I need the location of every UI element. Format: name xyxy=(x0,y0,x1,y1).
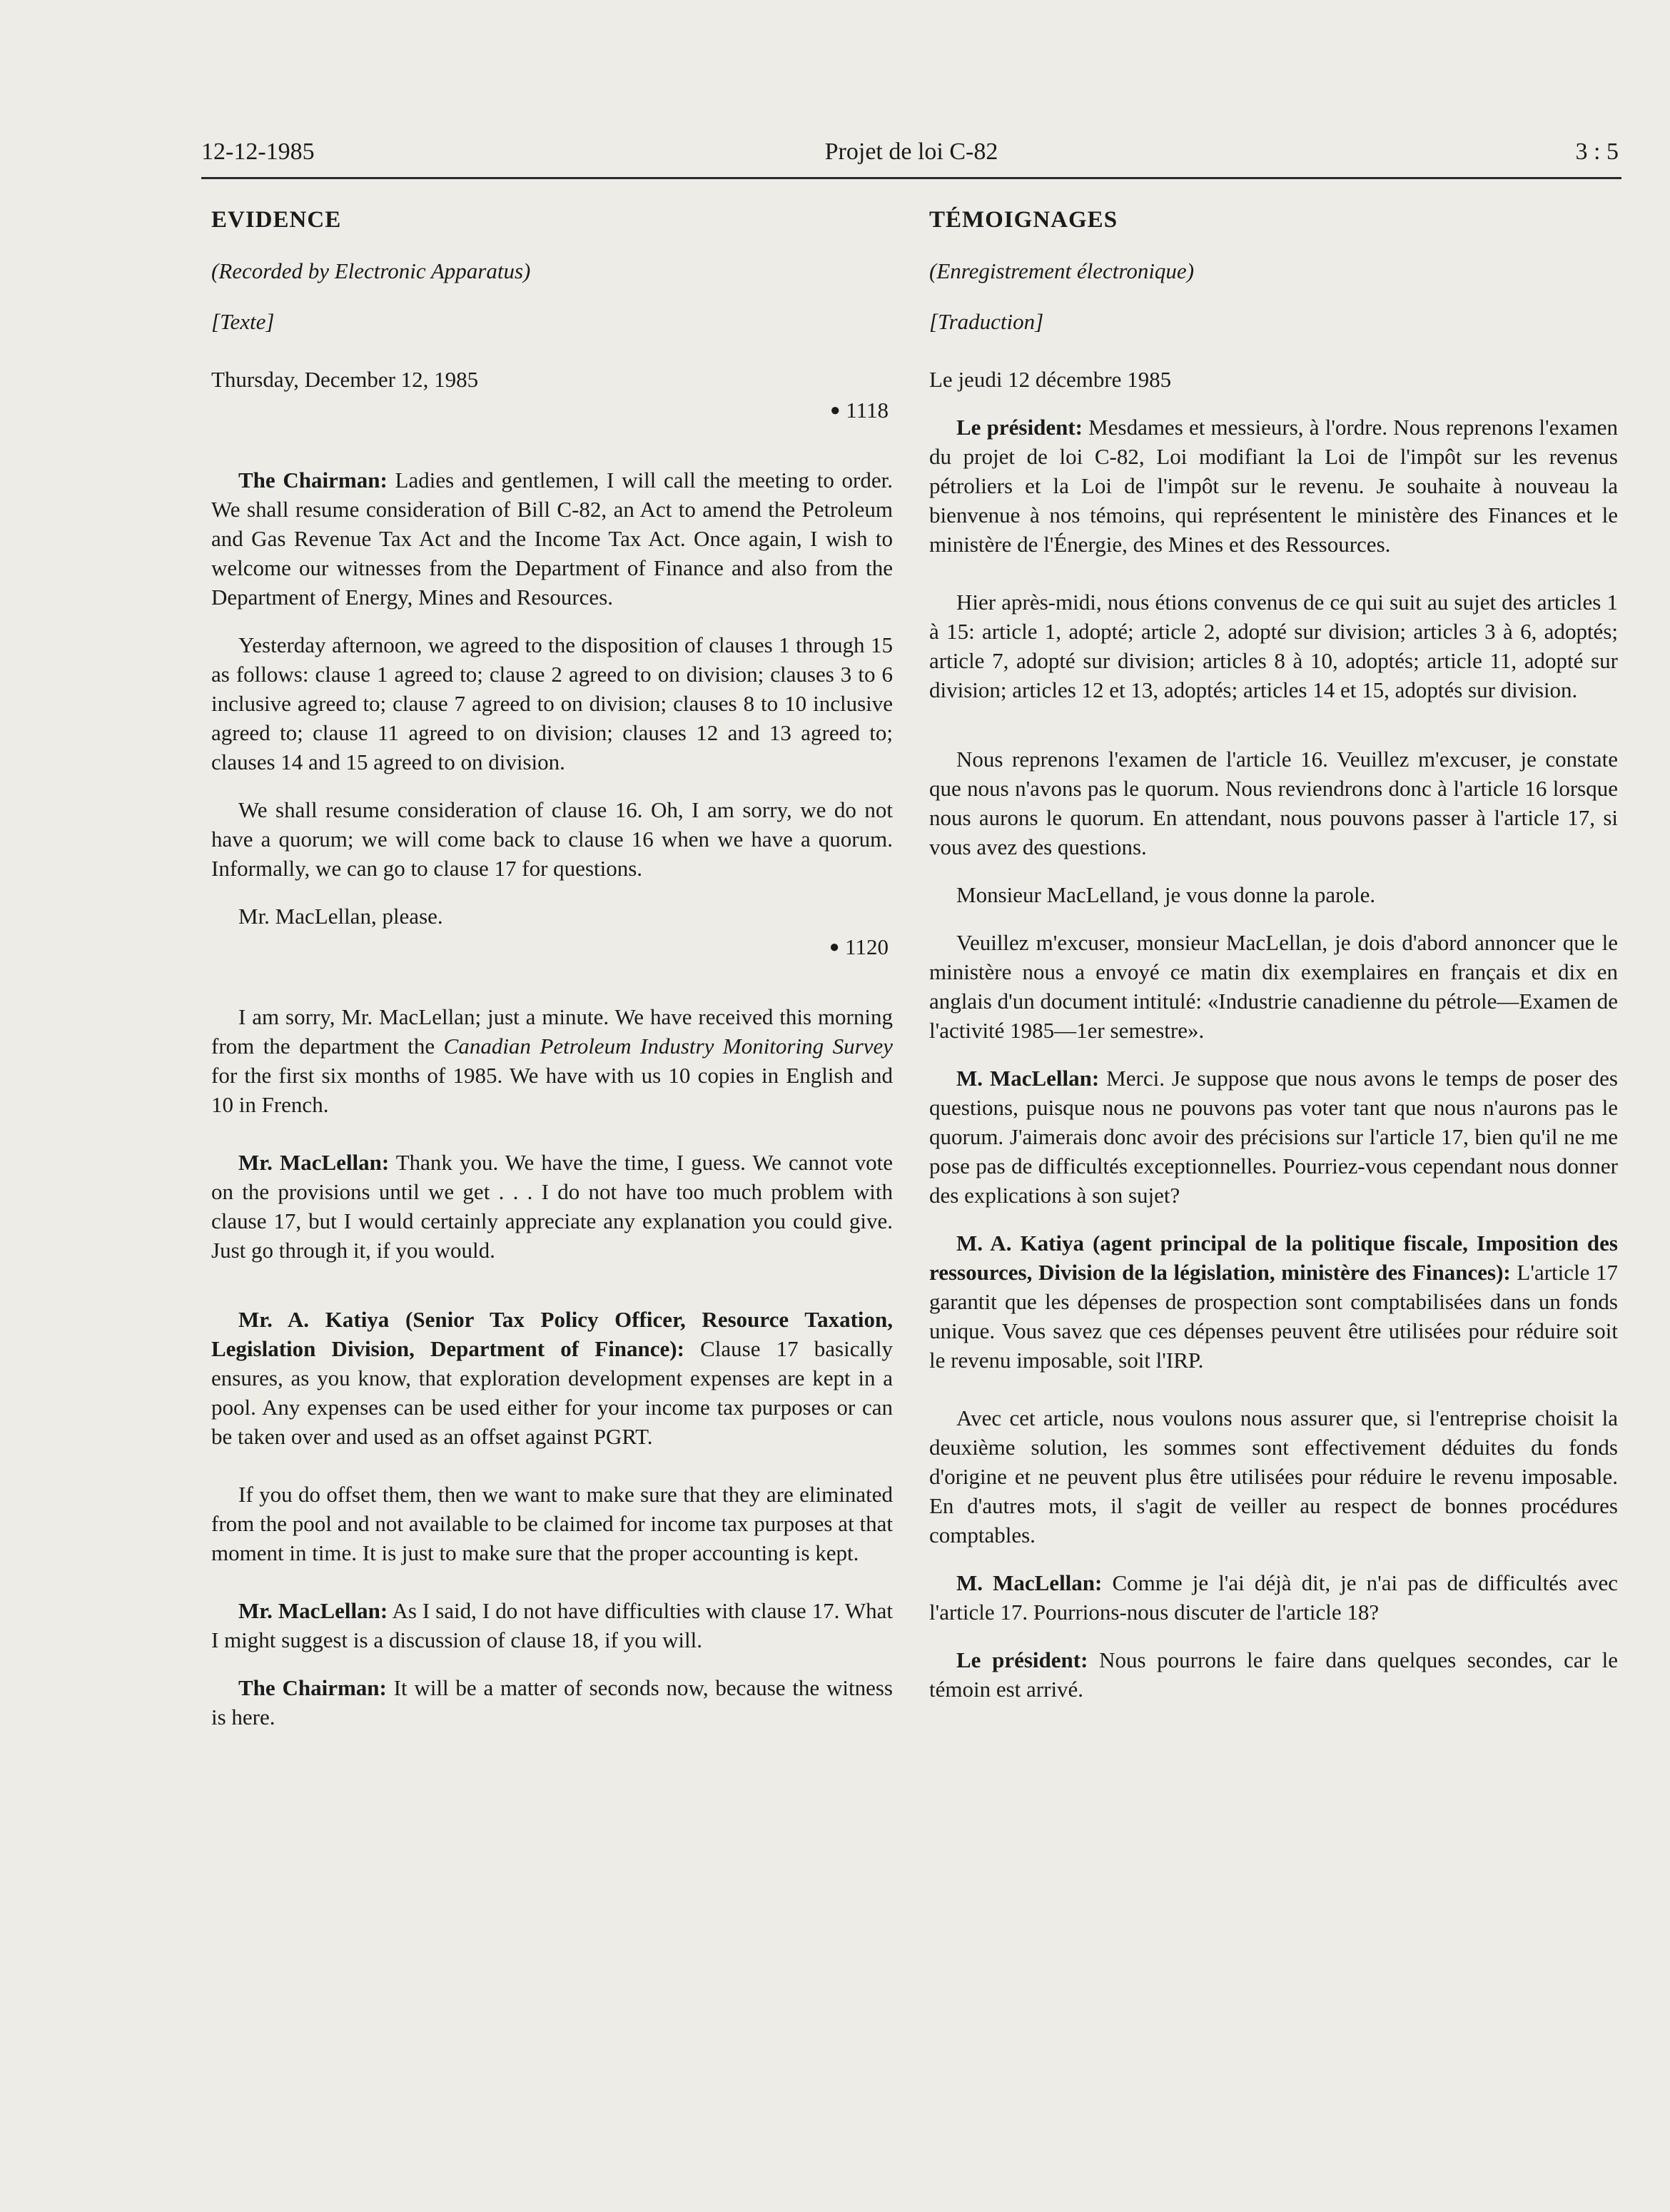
speech: It will be a matter of seconds now, because the witness is here. xyxy=(211,1675,893,1729)
paragraph: Hier après-midi, nous étions convenus de ce qui suit au sujet des articles 1 à 15: article 1, adopté; article 2, adopté sur division; articles 3 à 6, adoptés; article 7, adopté sur division; articles 8 à 10, adoptés; article 11, adopté sur division; articles 12 et 13, adoptés; articles 14 et 15, adoptés sur division. xyxy=(929,590,1618,702)
paragraph xyxy=(929,413,1618,559)
recording-note: (Recorded by Electronic Apparatus) xyxy=(211,258,531,283)
speech: Ladies and gentlemen, I will call the meeting to order. We shall resume consideration of Bill C-82, an Act to amend the Petroleum and Gas Revenue Tax Act and the Income Tax Act. Once again, I wish to welcome our witnesses from the Department of Finance and also from the Department of Energy, Mines and Resources. xyxy=(211,468,893,610)
english-column xyxy=(211,197,893,1732)
paragraph: Monsieur MacLelland, je vous donne la parole. xyxy=(956,882,1376,907)
speaker: M. MacLellan: xyxy=(956,1570,1103,1595)
speech: I am sorry, Mr. MacLellan; just a minute. We have received this morning from the department the xyxy=(211,1004,893,1059)
speaker: Mr. A. Katiya (Senior Tax Policy Officer, Resource Taxation, Legislation Division, Department of Finance): xyxy=(211,1307,893,1361)
speech: L'article 17 garantit que les dépenses de prospection sont comptabilisées dans un fonds unique. Vous savez que ces dépenses peuvent être utilisées pour réduire soit le revenu imposable, soit l'IRP. xyxy=(929,1260,1618,1373)
paragraph: Mr. MacLellan, please. xyxy=(238,904,443,929)
paragraph: Veuillez m'excuser, monsieur MacLellan, je dois d'abord annoncer que le ministère nous a envoyé ce matin dix exemplaires en français et dix en anglais d'un document intitulé: «Industrie canadienne du pétrole—Examen de l'activité 1985—1er semestre». xyxy=(929,930,1618,1043)
speech: for the first six months of 1985. We have with us 10 copies in English and 10 in French. xyxy=(211,1063,893,1117)
paragraph xyxy=(211,1305,893,1451)
speaker: M. A. Katiya (agent principal de la politique fiscale, Imposition des ressources, Division de la législation, ministère des Finances): xyxy=(929,1231,1618,1285)
header-date: 12-12-1985 xyxy=(201,138,315,165)
time-marker xyxy=(211,932,893,962)
paragraph xyxy=(929,1568,1618,1627)
section-title: EVIDENCE xyxy=(211,207,342,233)
text-tag: [Traduction] xyxy=(929,309,1044,334)
document-title: Canadian Petroleum Industry Monitoring Survey xyxy=(443,1034,893,1059)
paragraph: If you do offset them, then we want to make sure that they are eliminated from the pool and not available to be claimed for income tax purposes at that moment in time. It is just to make sure that the proper accounting is kept. xyxy=(211,1482,893,1565)
speech: Merci. Je suppose que nous avons le temps de poser des questions, puisque nous ne pouvons pas voter tant que nous n'aurons pas le quorum. J'aimerais donc avoir des précisions sur l'article 17, bien qu'il ne me pose pas de difficultés exceptionnelles. Pourriez-vous cependant nous donner des explications à son sujet? xyxy=(929,1066,1618,1208)
french-column xyxy=(929,197,1618,1704)
speech: As I said, I do not have difficulties with clause 17. What I might suggest is a discussion of clause 18, if you will. xyxy=(211,1598,893,1652)
speech: Nous pourrons le faire dans quelques secondes, car le témoin est arrivé. xyxy=(929,1647,1618,1702)
sitting-date: Le jeudi 12 décembre 1985 xyxy=(929,367,1172,392)
paragraph xyxy=(929,1645,1618,1704)
speaker: Le président: xyxy=(956,415,1083,440)
speech: Comme je l'ai déjà dit, je n'ai pas de difficultés avec l'article 17. Pourrions-nous discuter de l'article 18? xyxy=(929,1570,1618,1625)
paragraph xyxy=(211,1596,893,1655)
time-value: 1118 xyxy=(846,398,889,423)
header-title: Projet de loi C-82 xyxy=(824,138,998,165)
section-title: TÉMOIGNAGES xyxy=(929,207,1118,233)
speaker: Mr. MacLellan: xyxy=(238,1598,388,1623)
paragraph xyxy=(929,1228,1618,1375)
page-header xyxy=(201,137,1621,179)
speaker: M. MacLellan: xyxy=(956,1066,1100,1091)
paragraph: Avec cet article, nous voulons nous assurer que, si l'entreprise choisit la deuxième solution, les sommes sont effectivement déduites du fonds d'origine et ne peuvent plus être utilisées pour réduire le revenu imposable. En d'autres mots, il s'agit de veiller au respect de bonnes procédures comptables. xyxy=(929,1405,1618,1547)
bullet-icon: ● xyxy=(830,401,841,420)
paragraph: We shall resume consideration of clause 16. Oh, I am sorry, we do not have a quorum; we will come back to clause 16 when we have a quorum. Informally, we can go to clause 17 for questions. xyxy=(211,797,893,881)
time-marker xyxy=(211,395,893,425)
paragraph xyxy=(211,465,893,612)
time-value: 1120 xyxy=(845,934,889,959)
header-page-number: 3 : 5 xyxy=(1575,138,1619,165)
recording-note: (Enregistrement électronique) xyxy=(929,258,1195,283)
speaker: The Chairman: xyxy=(238,1675,387,1700)
text-tag: [Texte] xyxy=(211,309,275,334)
paragraph xyxy=(211,1673,893,1732)
bullet-icon: ● xyxy=(829,938,840,956)
paragraph: Nous reprenons l'examen de l'article 16. Veuillez m'excuser, je constate que nous n'avons pas le quorum. Nous reviendrons donc à l'article 16 lorsque nous aurons le quorum. En attendant, nous pouvons passer à l'article 17, si vous avez des questions. xyxy=(929,747,1618,859)
speech: Thank you. We have the time, I guess. We cannot vote on the provisions until we get . . . I do not have too much problem with clause 17, but I would certainly appreciate any explanation you could give. Just go through it, if you would. xyxy=(211,1150,893,1263)
sitting-date: Thursday, December 12, 1985 xyxy=(211,367,479,392)
paragraph xyxy=(211,1148,893,1265)
speaker: Mr. MacLellan: xyxy=(238,1150,390,1175)
paragraph xyxy=(929,1064,1618,1210)
paragraph: Yesterday afternoon, we agreed to the disposition of clauses 1 through 15 as follows: clause 1 agreed to; clause 2 agreed to on division; clauses 3 to 6 inclusive agreed to; clause 7 agreed to on division; clauses 8 to 10 inclusive agreed to; clause 11 agreed to on division; clauses 12 and 13 agreed to; clauses 14 and 15 agreed to on division. xyxy=(211,632,893,774)
paragraph xyxy=(211,1002,893,1119)
speaker: The Chairman: xyxy=(238,468,388,493)
speech: Mesdames et messieurs, à l'ordre. Nous reprenons l'examen du projet de loi C-82, Loi modifiant la Loi de l'impôt sur les revenus pétroliers et la Loi de l'impôt sur le revenu. Je souhaite à nouveau la bienvenue à nos témoins, qui représentent le ministère des Finances et le ministère de l'Énergie, des Mines et des Ressources. xyxy=(929,415,1618,557)
speaker: Le président: xyxy=(956,1647,1088,1672)
speech: Clause 17 basically ensures, as you know, that exploration development expenses are kept in a pool. Any expenses can be used either for your income tax purposes or can be taken over and used as an offset against PGRT. xyxy=(211,1336,893,1449)
